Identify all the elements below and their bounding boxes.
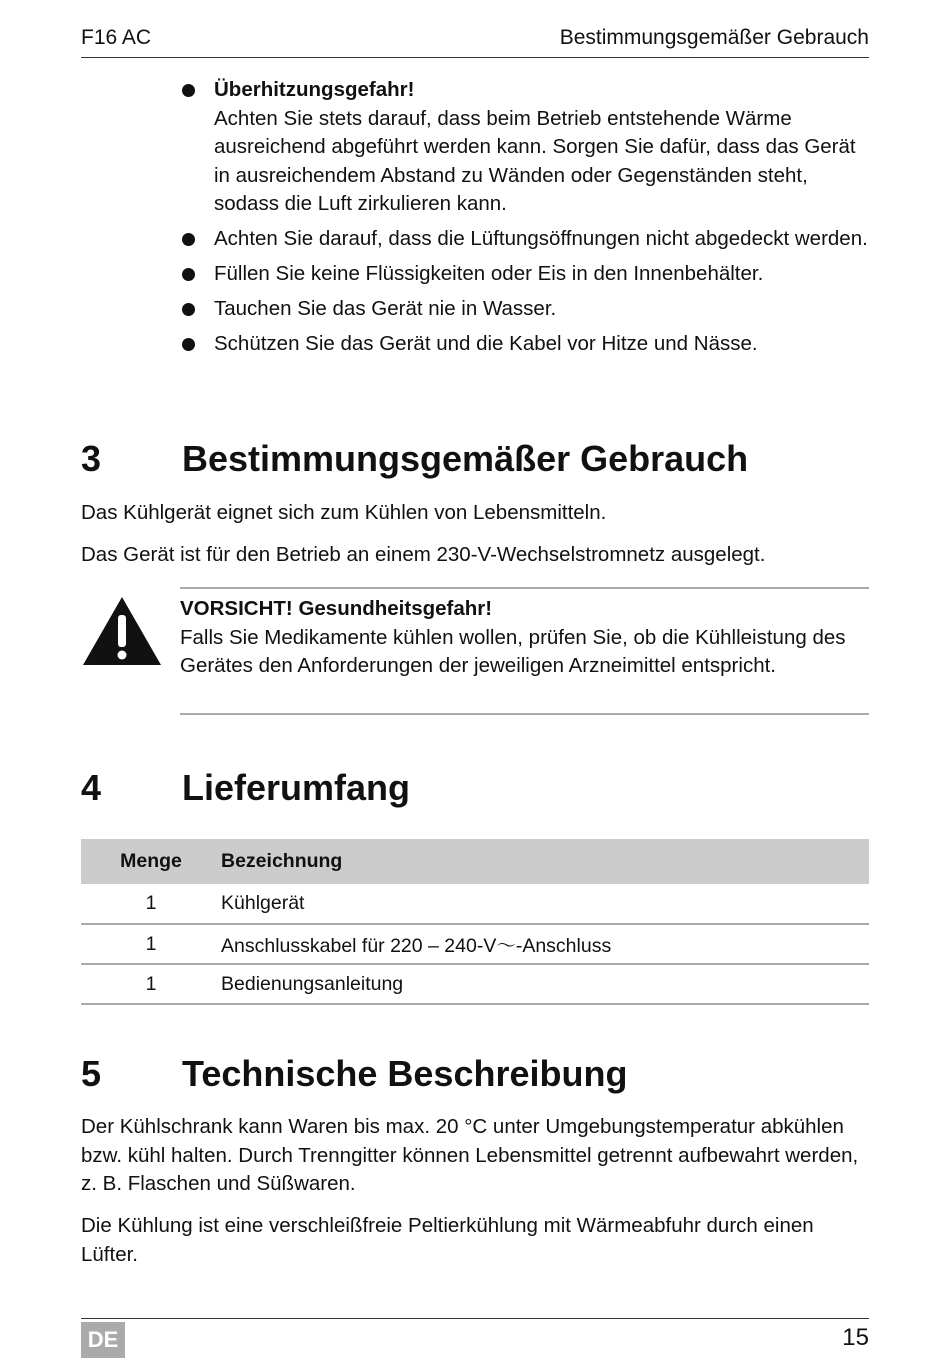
paragraph: Der Kühlschrank kann Waren bis max. 20 °C unter Umgebungstemperatur abkühlen bzw. kühl halten. Durch Trenngitter können Lebensmittel getrennt aufbewahrt werden, z. B. Flaschen und Süßwaren. xyxy=(81,1115,859,1195)
table-row xyxy=(81,964,869,1004)
section-number: 5 xyxy=(81,1053,102,1094)
section-title: Technische Beschreibung xyxy=(182,1053,628,1094)
section-heading-4 xyxy=(81,767,410,809)
cell-quantity: 1 xyxy=(81,964,221,1004)
table-header-row xyxy=(81,839,869,884)
cell-quantity: 1 xyxy=(81,884,221,924)
paragraph: Das Kühlgerät eignet sich zum Kühlen von Lebensmitteln. xyxy=(81,501,607,524)
bullet-text: Füllen Sie keine Flüssigkeiten oder Eis in den Innenbehälter. xyxy=(214,262,764,285)
section-heading-5 xyxy=(81,1053,627,1095)
column-header-menge: Menge xyxy=(81,839,221,884)
cell-quantity: 1 xyxy=(81,924,221,964)
section-title: Lieferumfang xyxy=(182,767,411,808)
safety-list xyxy=(180,76,870,365)
bullet-text: Tauchen Sie das Gerät nie in Wasser. xyxy=(214,297,557,320)
table-row xyxy=(81,924,869,964)
list-item xyxy=(180,260,870,289)
bullet-text: Achten Sie stets darauf, dass beim Betrieb entstehende Wärme ausreichend abgeführt werden kann. Sorgen Sie dafür, dass das Gerät in ausreichendem Abstand zu Wänden oder Gegenständen steht, sodass die Luft zirkulieren kann. xyxy=(214,106,856,215)
list-item xyxy=(180,330,870,359)
bullet-text: Schützen Sie das Gerät und die Kabel vor Hitze und Nässe. xyxy=(214,332,758,355)
section-number: 3 xyxy=(81,438,102,479)
warning-triangle-icon xyxy=(81,595,163,667)
header-model: F16 AC xyxy=(81,26,152,49)
header-chapter: Bestimmungsgemäßer Gebrauch xyxy=(559,26,869,49)
page-number: 15 xyxy=(842,1324,869,1351)
caution-text-box xyxy=(180,587,869,715)
section-heading-3 xyxy=(81,438,748,480)
cell-description: Bedienungsanleitung xyxy=(221,964,869,1004)
language-badge: DE xyxy=(81,1322,125,1358)
section-number: 4 xyxy=(81,767,102,808)
footer-divider xyxy=(81,1318,869,1319)
caution-box xyxy=(81,587,869,716)
paragraph: Das Gerät ist für den Betrieb an einem 230-V-Wechselstromnetz ausgelegt. xyxy=(81,543,766,566)
cell-description: Anschlusskabel für 220 – 240-V〜-Anschluss xyxy=(221,924,869,964)
column-header-bezeichnung: Bezeichnung xyxy=(221,839,869,884)
list-item xyxy=(180,76,870,219)
scope-of-delivery-table xyxy=(81,839,869,1005)
list-item xyxy=(180,225,870,254)
table-row xyxy=(81,884,869,924)
caution-text: Falls Sie Medikamente kühlen wollen, prüfen Sie, ob die Kühlleistung des Gerätes den Anforderungen der jeweiligen Arzneimittel entspricht. xyxy=(180,625,846,677)
list-item xyxy=(180,295,870,324)
paragraph: Die Kühlung ist eine verschleißfreie Peltierkühlung mit Wärmeabfuhr durch einen Lüfter. xyxy=(81,1214,814,1266)
section-title: Bestimmungsgemäßer Gebrauch xyxy=(182,438,749,479)
caution-title: VORSICHT! Gesundheitsgefahr! xyxy=(180,597,493,620)
cell-description: Kühlgerät xyxy=(221,884,869,924)
page-header xyxy=(81,26,869,58)
bullet-text: Achten Sie darauf, dass die Lüftungsöffnungen nicht abgedeckt werden. xyxy=(214,227,868,250)
bullet-title: Überhitzungsgefahr! xyxy=(214,78,415,101)
